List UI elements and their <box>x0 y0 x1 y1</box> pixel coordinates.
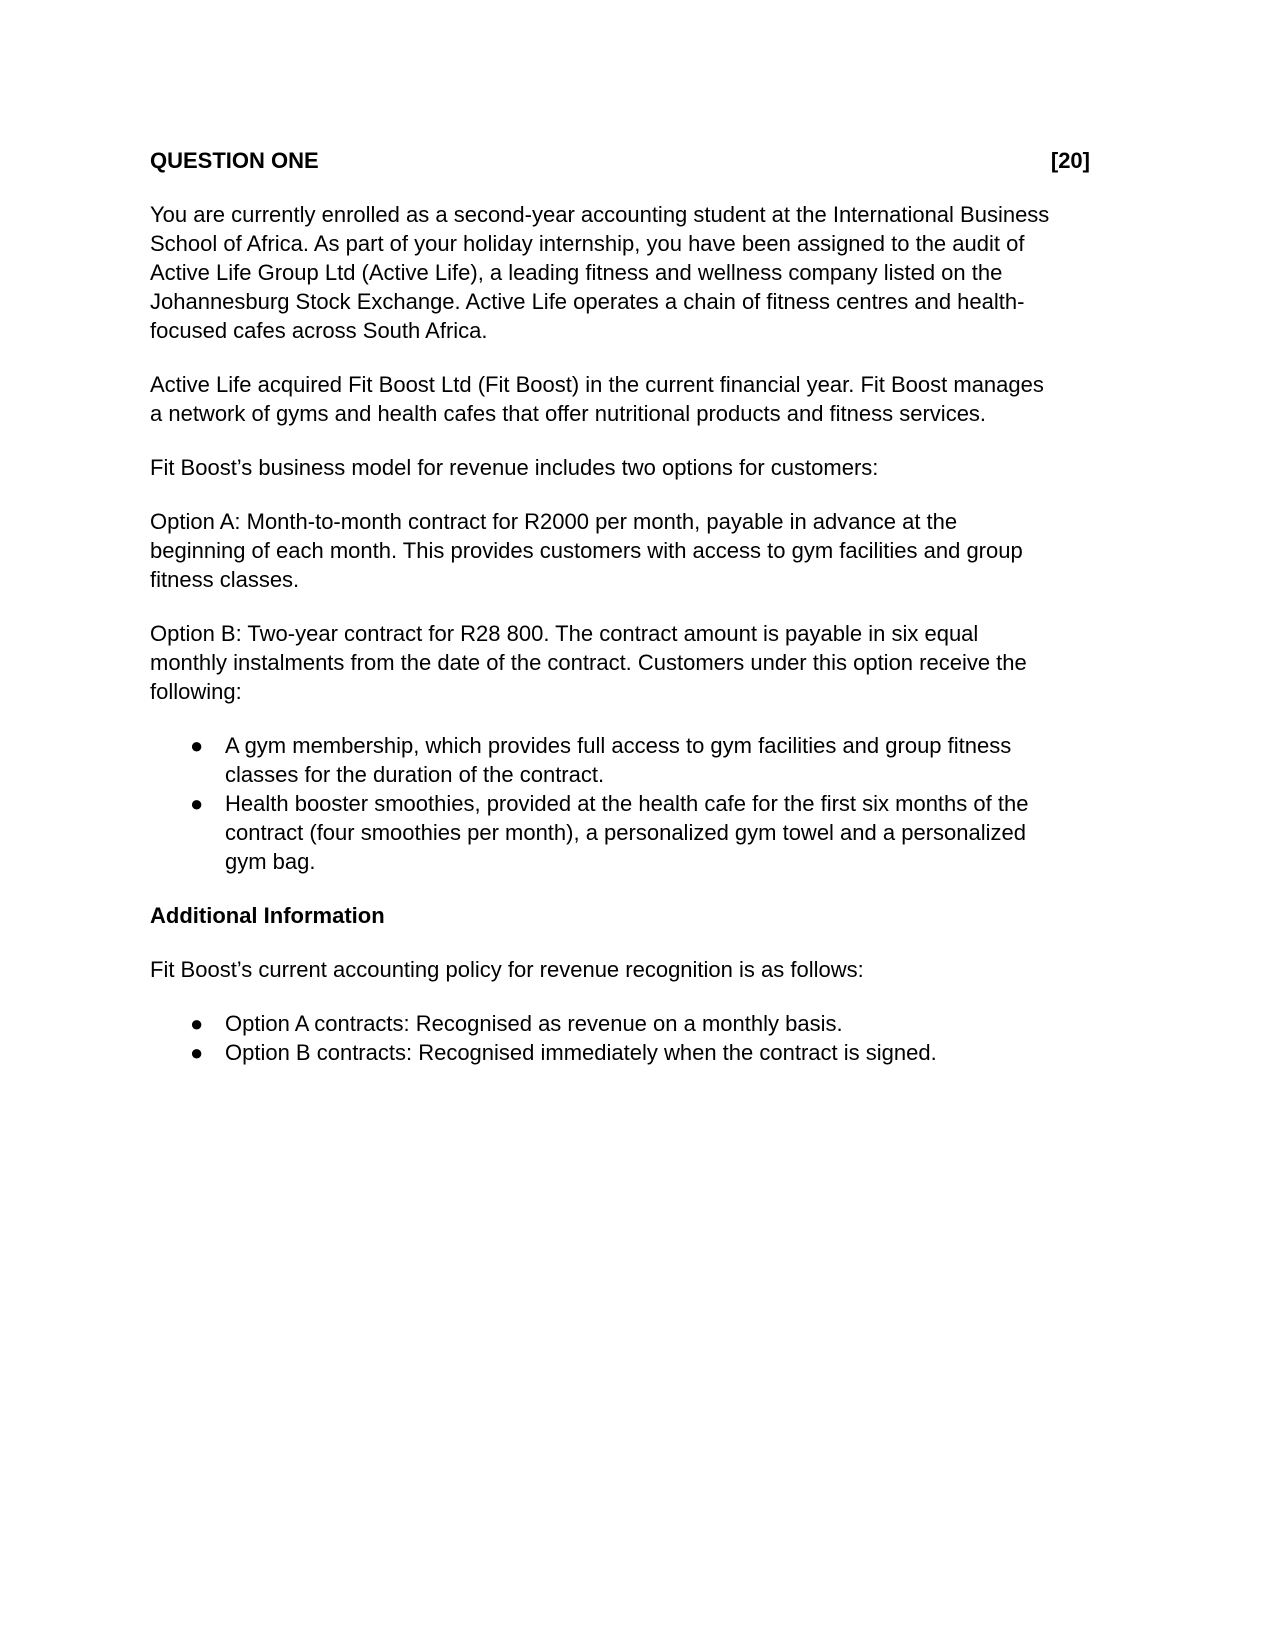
text-line: Active Life Group Ltd (Active Life), a leading fitness and wellness company listed on the <box>150 260 1003 285</box>
list-item <box>150 789 1090 876</box>
list-item <box>150 1009 1090 1038</box>
text-line: Option A contracts: Recognised as revenue on a monthly basis. <box>225 1011 843 1036</box>
bullet-icon: ● <box>190 1040 204 1065</box>
text-line: beginning of each month. This provides customers with access to gym facilities and group <box>150 538 1023 563</box>
text-line: Option B contracts: Recognised immediately when the contract is signed. <box>225 1040 937 1065</box>
text-line: School of Africa. As part of your holiday internship, you have been assigned to the audit of <box>150 231 1025 256</box>
text-line: Fit Boost’s business model for revenue includes two options for customers: <box>150 455 879 480</box>
paragraph-intro <box>150 200 1090 345</box>
text-line: Active Life acquired Fit Boost Ltd (Fit Boost) in the current financial year. Fit Boost manages <box>150 372 1044 397</box>
additional-information-heading <box>150 901 1090 930</box>
text-line: focused cafes across South Africa. <box>150 318 488 343</box>
text-line: following: <box>150 679 242 704</box>
list-item <box>150 1038 1090 1067</box>
text-line: Johannesburg Stock Exchange. Active Life operates a chain of fitness centres and health- <box>150 289 1025 314</box>
paragraph-business-model <box>150 453 1090 482</box>
text-line: gym bag. <box>225 849 316 874</box>
text-line: Option A: Month-to-month contract for R2000 per month, payable in advance at the <box>150 509 958 534</box>
paragraph-policy-intro <box>150 955 1090 984</box>
question-title: QUESTION ONE <box>150 148 319 173</box>
paragraph-option-a <box>150 507 1090 594</box>
question-header <box>150 146 1090 175</box>
section-heading: Additional Information <box>150 903 385 928</box>
text-line: fitness classes. <box>150 567 300 592</box>
paragraph-acquisition <box>150 370 1090 428</box>
text-line: Option B: Two-year contract for R28 800. The contract amount is payable in six equal <box>150 621 979 646</box>
text-line: contract (four smoothies per month), a personalized gym towel and a personalized <box>225 820 1026 845</box>
bullet-icon: ● <box>190 1011 204 1036</box>
text-line: A gym membership, which provides full access to gym facilities and group fitness <box>225 733 1012 758</box>
list-item <box>150 731 1090 789</box>
option-b-bullet-list <box>150 731 1090 876</box>
text-line: Health booster smoothies, provided at the health cafe for the first six months of the <box>225 791 1029 816</box>
paragraph-option-b <box>150 619 1090 706</box>
bullet-icon: ● <box>190 733 204 758</box>
question-marks: [20] <box>1050 148 1090 173</box>
text-line: a network of gyms and health cafes that offer nutritional products and fitness services. <box>150 401 987 426</box>
text-line: monthly instalments from the date of the contract. Customers under this option receive the <box>150 650 1027 675</box>
policy-bullet-list <box>150 1009 1090 1067</box>
text-line: classes for the duration of the contract. <box>225 762 605 787</box>
text-line: You are currently enrolled as a second-year accounting student at the International Business <box>150 202 1050 227</box>
text-line: Fit Boost’s current accounting policy for revenue recognition is as follows: <box>150 957 864 982</box>
bullet-icon: ● <box>190 791 204 816</box>
document-page <box>150 146 1090 1092</box>
